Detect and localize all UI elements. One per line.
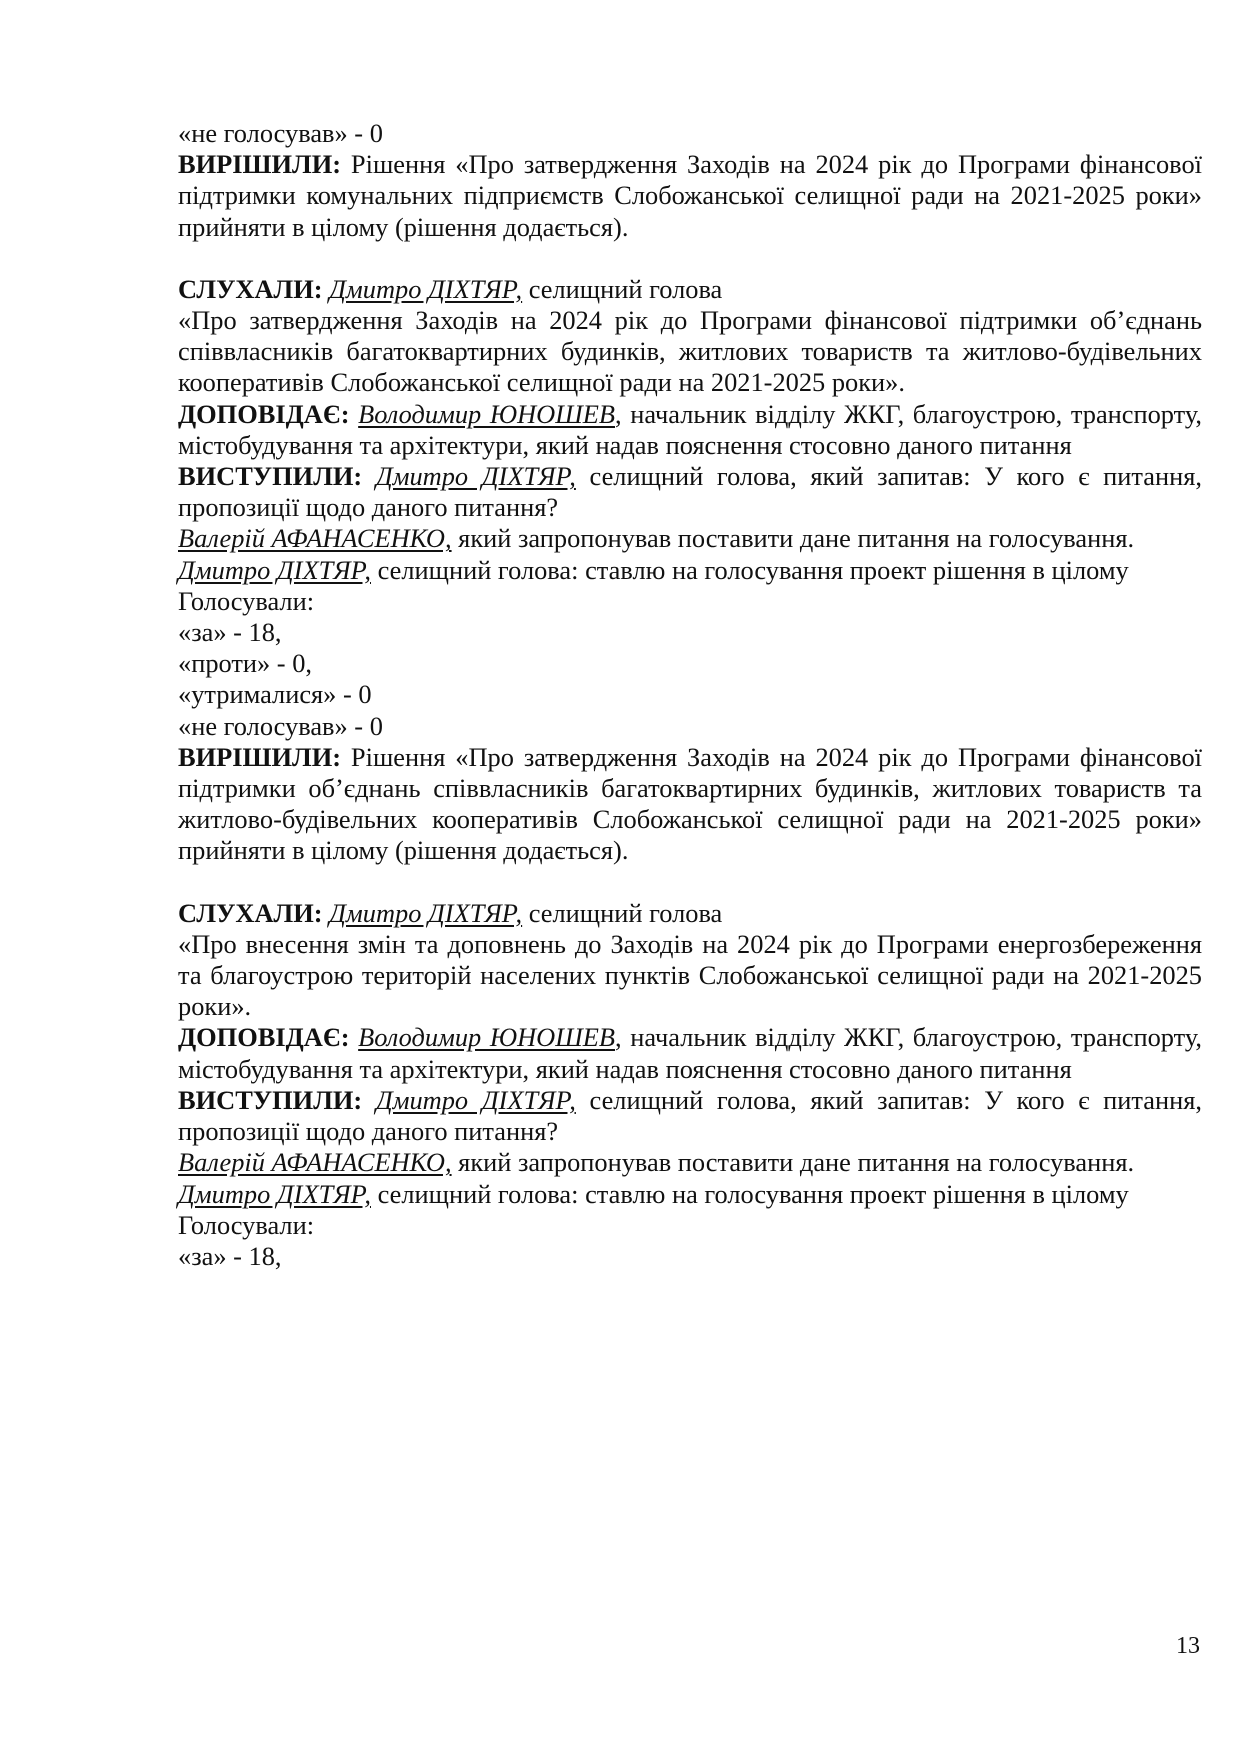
text: селищний голова: ставлю на голосування проект рішення в цілому bbox=[371, 554, 1129, 585]
spacer bbox=[178, 867, 1202, 898]
text: «Про внесення змін та доповнень до Заходів на 2024 рік до Програми енергозбереження та благоустрою територій населених пунктів Слобожанської селищної ради на 2021-2025 роки». bbox=[178, 928, 1202, 1022]
text: «проти» - 0, bbox=[178, 648, 312, 679]
spacer bbox=[178, 243, 1202, 274]
text: який запропонував поставити дане питання на голосування. bbox=[451, 1147, 1135, 1178]
text: «не голосував» - 0 bbox=[178, 118, 383, 148]
page-number: 13 bbox=[1176, 1633, 1200, 1659]
text: «за» - 18, bbox=[178, 617, 282, 648]
reporter bbox=[178, 1022, 1202, 1084]
reporter bbox=[178, 399, 1202, 461]
text: Голосували: bbox=[178, 585, 315, 616]
label: ВИСТУПИЛИ: bbox=[178, 461, 363, 492]
decision bbox=[178, 742, 1202, 867]
vote-abstained bbox=[178, 679, 1202, 710]
text: Голосували: bbox=[178, 1209, 315, 1240]
person-name: Дмитро ДІХТЯР, bbox=[375, 461, 576, 492]
person-name: Дмитро ДІХТЯР, bbox=[375, 1084, 576, 1115]
label: ВИРІШИЛИ: bbox=[178, 741, 342, 772]
label: ВИСТУПИЛИ: bbox=[178, 1084, 363, 1115]
person-name: Дмитро ДІХТЯР, bbox=[329, 273, 523, 304]
agenda-title bbox=[178, 305, 1202, 399]
vote-not-voted bbox=[178, 118, 1202, 149]
heard bbox=[178, 274, 1202, 305]
text: «Про затвердження Заходів на 2024 рік до Програми фінансової підтримки об’єднань співвласників багатоквартирних будинків, житлових товариств та житлово-будівельних кооперативів Слобожанської селищної ради на 2021-2025 роки». bbox=[178, 305, 1202, 398]
person-name: Дмитро ДІХТЯР, bbox=[178, 554, 371, 585]
label: ВИРІШИЛИ: bbox=[178, 149, 342, 180]
voted-heading bbox=[178, 1210, 1202, 1241]
label: ДОПОВІДАЄ: bbox=[178, 1022, 350, 1053]
heard bbox=[178, 898, 1202, 929]
text: , начальник відділу ЖКГ, благоустрою, транспорту, містобудування та архітектури, який надав пояснення стосовно даного питання bbox=[178, 1022, 1202, 1084]
vote-for bbox=[178, 617, 1202, 648]
text: який запропонував поставити дане питання на голосування. bbox=[451, 523, 1135, 554]
vote-against bbox=[178, 648, 1202, 679]
vote-not-voted bbox=[178, 711, 1202, 742]
speaker-chair bbox=[178, 555, 1202, 586]
text: «за» - 18, bbox=[178, 1240, 282, 1271]
text: Рішення «Про затвердження Заходів на 2024 рік до Програми фінансової підтримки комунальних підприємств Слобожанської селищної ради на 2021-2025 роки» прийняти в цілому (рішення додається). bbox=[178, 149, 1202, 242]
text: селищний голова bbox=[522, 897, 723, 928]
speaker-proposal bbox=[178, 1147, 1202, 1178]
speaker-chair bbox=[178, 1179, 1202, 1210]
speakers bbox=[178, 461, 1202, 523]
label: СЛУХАЛИ: bbox=[178, 897, 323, 928]
speakers bbox=[178, 1085, 1202, 1147]
speaker-proposal bbox=[178, 523, 1202, 554]
text: селищний голова, який запитав: У кого є питання, пропозиції щодо даного питання? bbox=[178, 1084, 1202, 1147]
text: селищний голова bbox=[522, 273, 723, 304]
document-body bbox=[178, 118, 1202, 1272]
person-name: Дмитро ДІХТЯР, bbox=[178, 1178, 371, 1209]
text: селищний голова, який запитав: У кого є питання, пропозиції щодо даного питання? bbox=[178, 461, 1202, 523]
voted-heading bbox=[178, 586, 1202, 617]
person-name: Володимир ЮНОШЕВ bbox=[358, 398, 615, 429]
vote-for bbox=[178, 1241, 1202, 1272]
text: Рішення «Про затвердження Заходів на 2024 рік до Програми фінансової підтримки об’єднань співвласників багатоквартирних будинків, житлових товариств та житлово-будівельних кооперативів Слобожанської селищної ради на 2021-2025 роки» прийняти в цілому (рішення додається). bbox=[178, 741, 1202, 866]
decision bbox=[178, 149, 1202, 243]
person-name: Володимир ЮНОШЕВ bbox=[358, 1022, 615, 1053]
label: СЛУХАЛИ: bbox=[178, 273, 323, 304]
agenda-title bbox=[178, 929, 1202, 1023]
text: селищний голова: ставлю на голосування проект рішення в цілому bbox=[371, 1178, 1129, 1209]
text: «утрималися» - 0 bbox=[178, 679, 372, 710]
text: , начальник відділу ЖКГ, благоустрою, транспорту, містобудування та архітектури, який надав пояснення стосовно даного питання bbox=[178, 398, 1202, 460]
person-name: Валерій АФАНАСЕНКО, bbox=[178, 1147, 452, 1178]
person-name: Дмитро ДІХТЯР, bbox=[329, 897, 523, 928]
text: «не голосував» - 0 bbox=[178, 710, 383, 741]
person-name: Валерій АФАНАСЕНКО, bbox=[178, 523, 452, 554]
label: ДОПОВІДАЄ: bbox=[178, 398, 350, 429]
